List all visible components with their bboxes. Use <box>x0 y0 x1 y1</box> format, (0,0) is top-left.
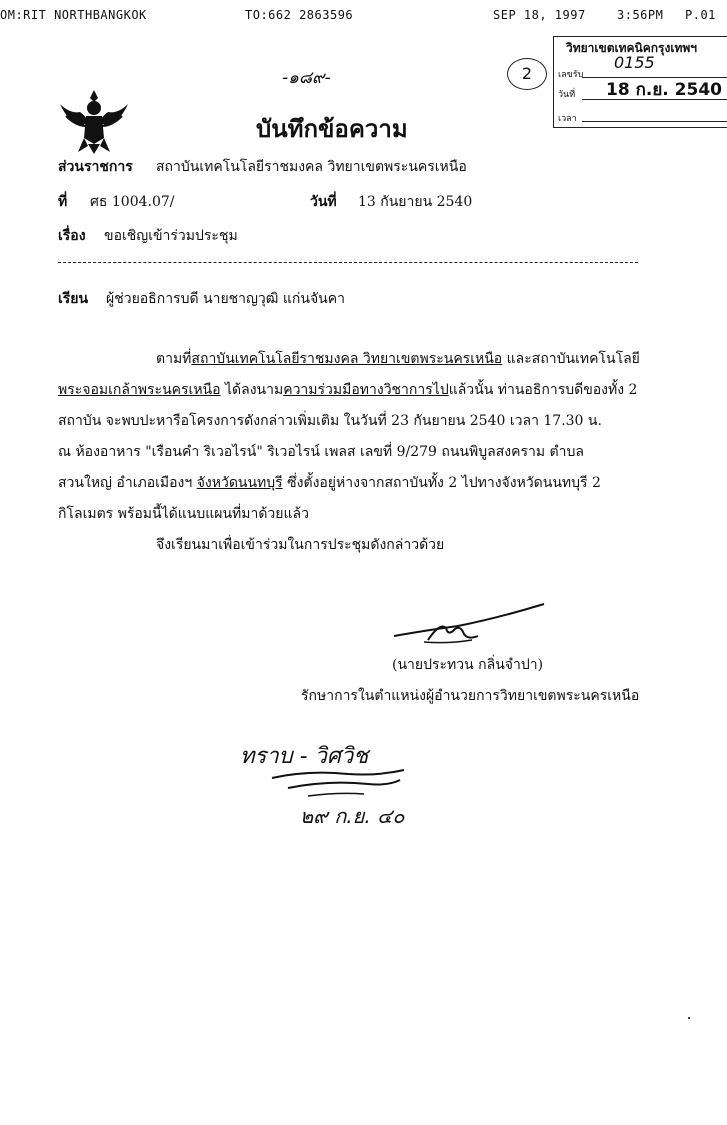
body-l5-a: สวนใหญ่ อำเภอเมืองฯ <box>58 475 197 491</box>
stamp-divider-3 <box>582 121 727 122</box>
body-line-3: สถาบัน จะพบปะหารือโครงการดังกล่าวเพิ่มเติม ในวันที่ 23 กันยายน 2540 เวลา 17.30 น. <box>58 413 602 429</box>
agency-value: สถาบันเทคโนโลยีราชมงคล วิทยาเขตพระนครเหนือ <box>156 159 467 175</box>
stamp-time-label: เวลา <box>558 114 577 124</box>
stamp-date-label: วันที่ <box>558 90 576 100</box>
fax-recipient: TO:662 2863596 <box>245 8 354 22</box>
subject-value: ขอเชิญเข้าร่วมประชุม <box>104 228 238 244</box>
document-number: -๑๘๙- <box>282 68 331 88</box>
to-label: เรียน <box>58 291 89 307</box>
body-l2-b: ได้ลงนาม <box>220 382 284 398</box>
body-l1-c: และสถาบันเทคโนโลยี <box>502 351 640 367</box>
handwritten-note-line2: ๒๙ ก.ย. ๔๐ <box>300 804 405 828</box>
stamp-divider-2 <box>582 99 727 100</box>
body-l2-a: พระจอมเกล้าพระนครเหนือ <box>58 382 221 398</box>
body-closing: จึงเรียนมาเพื่อเข้าร่วมในการประชุมดังกล่าวด้วย <box>156 537 445 553</box>
fax-date: SEP 18, 1997 <box>493 8 586 22</box>
fax-page: P.01 <box>685 8 716 22</box>
body-line-5 <box>58 472 601 494</box>
signatory-position: รักษาการในตำแหน่งผู้อำนวยการวิทยาเขตพระนครเหนือ <box>301 688 640 704</box>
fax-sender: OM:RIT NORTHBANGKOK <box>0 8 147 22</box>
signatory-name: (นายประทวน กลิ่นจำปา) <box>392 657 544 673</box>
ref-label: ที่ <box>58 194 68 210</box>
stamp-org: วิทยาเขตเทคนิคกรุงเทพฯ <box>566 41 698 55</box>
body-l1-b: สถาบันเทคโนโลยีราชมงคล วิทยาเขตพระนครเหนือ <box>191 351 503 367</box>
subject-label: เรื่อง <box>58 228 86 244</box>
body-l2-c: ความร่วมมือทางวิชาการไป <box>283 382 449 398</box>
handwritten-signature-icon <box>268 766 408 800</box>
circled-number-text: 2 <box>521 64 533 83</box>
body-line-2 <box>58 379 637 401</box>
handwritten-note-line1: ทราบ - วิศวิช <box>240 744 369 769</box>
body-l5-b: จังหวัดนนทบุรี <box>196 475 283 491</box>
stray-dot <box>688 1017 690 1019</box>
body-line-4: ณ ห้องอาหาร "เรือนคำ ริเวอไรน์" ริเวอไรน์ เพลส เลขที่ 9/279 ถนนพิบูลสงคราม ตำบล <box>58 444 584 460</box>
agency-label: ส่วนราชการ <box>58 159 133 175</box>
circled-number <box>507 58 547 90</box>
memo-title: บันทึกข้อความ <box>256 114 408 143</box>
date-value: 13 กันยายน 2540 <box>358 194 473 210</box>
date-label: วันที่ <box>310 194 337 210</box>
body-l5-c: ซึ่งตั้งอยู่ห่างจากสถาบันทั้ง 2 ไปทางจังหวัดนนทบุรี 2 <box>282 475 601 491</box>
stamp-number-label: เลขรับ <box>558 70 584 80</box>
garuda-emblem-icon <box>58 86 130 156</box>
body-line-1 <box>156 348 640 370</box>
stamp-number-value: 0155 <box>614 53 655 72</box>
signature-scribble-icon <box>388 600 548 650</box>
fax-time: 3:56PM <box>617 8 664 22</box>
body-l1-a: ตามที่ <box>156 351 192 367</box>
stamp-date-value: 18 ก.ย. 2540 <box>606 80 722 100</box>
receipt-stamp <box>553 36 727 128</box>
to-value: ผู้ช่วยอธิการบดี นายชาญวุฒิ แก่นจันคา <box>106 291 345 307</box>
ref-value: ศธ 1004.07/ <box>90 194 175 210</box>
header-separator <box>58 262 638 263</box>
body-l2-d: แล้วนั้น ท่านอธิการบดีของทั้ง 2 <box>448 382 638 398</box>
body-line-6: กิโลเมตร พร้อมนี้ได้แนบแผนที่มาด้วยแล้ว <box>58 506 309 522</box>
